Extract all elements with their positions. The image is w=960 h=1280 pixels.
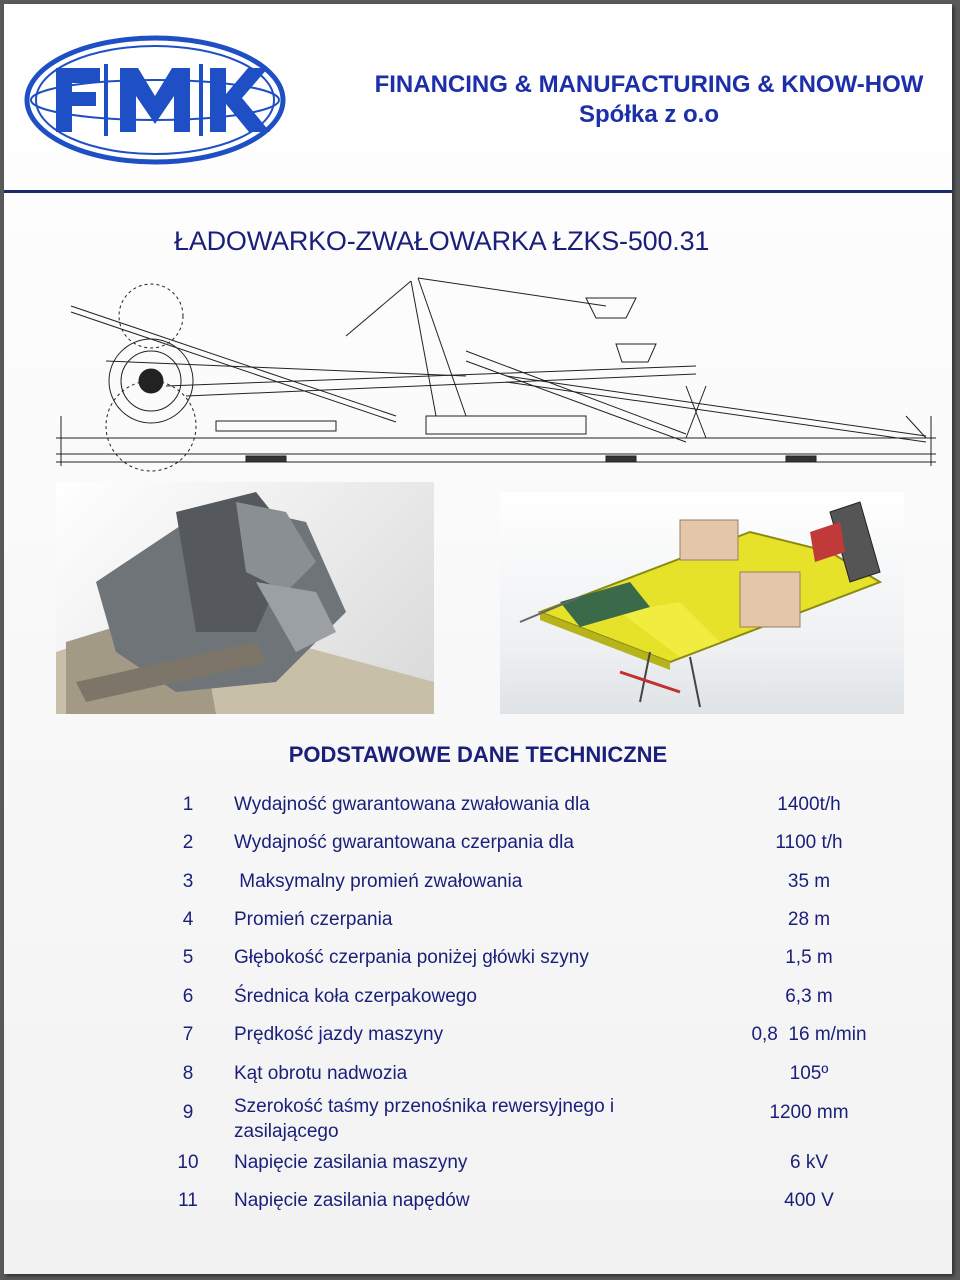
spec-value: 6,3 m	[785, 986, 833, 1007]
spec-row	[4, 1152, 952, 1190]
product-title: ŁADOWARKO-ZWAŁOWARKA ŁZKS-500.31	[174, 226, 710, 256]
header-divider	[4, 190, 952, 193]
spec-number: 6	[182, 986, 194, 1007]
spec-number: 10	[177, 1152, 199, 1173]
spec-number: 9	[182, 1102, 194, 1123]
spec-value: 1,5 m	[785, 947, 833, 968]
spec-label: Promień czerpania	[234, 909, 393, 930]
spec-label: Napięcie zasilania maszyny	[234, 1152, 468, 1173]
spec-row	[4, 986, 952, 1024]
spec-row	[4, 1190, 952, 1228]
spec-value: 6 kV	[789, 1152, 829, 1173]
spec-value: 1200 mm	[769, 1102, 849, 1123]
spec-label: Wydajność gwarantowana zwałowania dla	[234, 794, 590, 815]
company-line-1: FINANCING & MANUFACTURING & KNOW-HOW	[374, 71, 924, 98]
specs-title: PODSTAWOWE DANE TECHNICZNE	[288, 742, 668, 767]
spec-row	[4, 1024, 952, 1062]
spec-number: 7	[182, 1024, 194, 1045]
spec-number: 2	[182, 832, 194, 853]
spec-value: 35 m	[787, 871, 831, 892]
spec-row	[4, 1094, 952, 1146]
spec-number: 8	[182, 1063, 194, 1084]
spec-label: Średnica koła czerpakowego	[234, 986, 477, 1007]
spec-label: Kąt obrotu nadwozia	[234, 1063, 408, 1084]
company-line-2: Spółka z o.o	[578, 101, 719, 128]
spec-value: 105º	[789, 1063, 829, 1084]
spec-value: 400 V	[784, 1190, 834, 1211]
spec-row	[4, 909, 952, 947]
company-name	[354, 70, 944, 130]
spec-row	[4, 794, 952, 832]
spec-label: Maksymalny promień zwałowania	[234, 871, 523, 892]
spec-label: Prędkość jazdy maszyny	[234, 1024, 444, 1045]
bucket-wheel-render	[56, 482, 434, 714]
side-view-drawing	[46, 266, 944, 476]
spec-row	[4, 832, 952, 870]
spec-label: Wydajność gwarantowana czerpania dla	[234, 832, 574, 853]
spec-row	[4, 871, 952, 909]
spec-number: 5	[182, 947, 194, 968]
spec-row	[4, 947, 952, 985]
spec-value: 0,8 16 m/min	[751, 1024, 867, 1045]
spec-number: 4	[182, 909, 194, 930]
machine-platform-render	[500, 492, 904, 714]
spec-label: Szerokość taśmy przenośnika rewersyjnego i zasilającego	[234, 1096, 615, 1142]
fmk-logo	[24, 34, 286, 166]
spec-label: Głębokość czerpania poniżej główki szyny	[234, 947, 589, 968]
spec-label: Napięcie zasilania napędów	[234, 1190, 470, 1211]
spec-number: 1	[182, 794, 194, 815]
spec-number: 11	[178, 1190, 198, 1211]
spec-value: 1400t/h	[777, 794, 841, 815]
document-page	[4, 4, 952, 1274]
spec-value: 1100 t/h	[775, 832, 843, 853]
spec-number: 3	[182, 871, 194, 892]
spec-value: 28 m	[787, 909, 831, 930]
